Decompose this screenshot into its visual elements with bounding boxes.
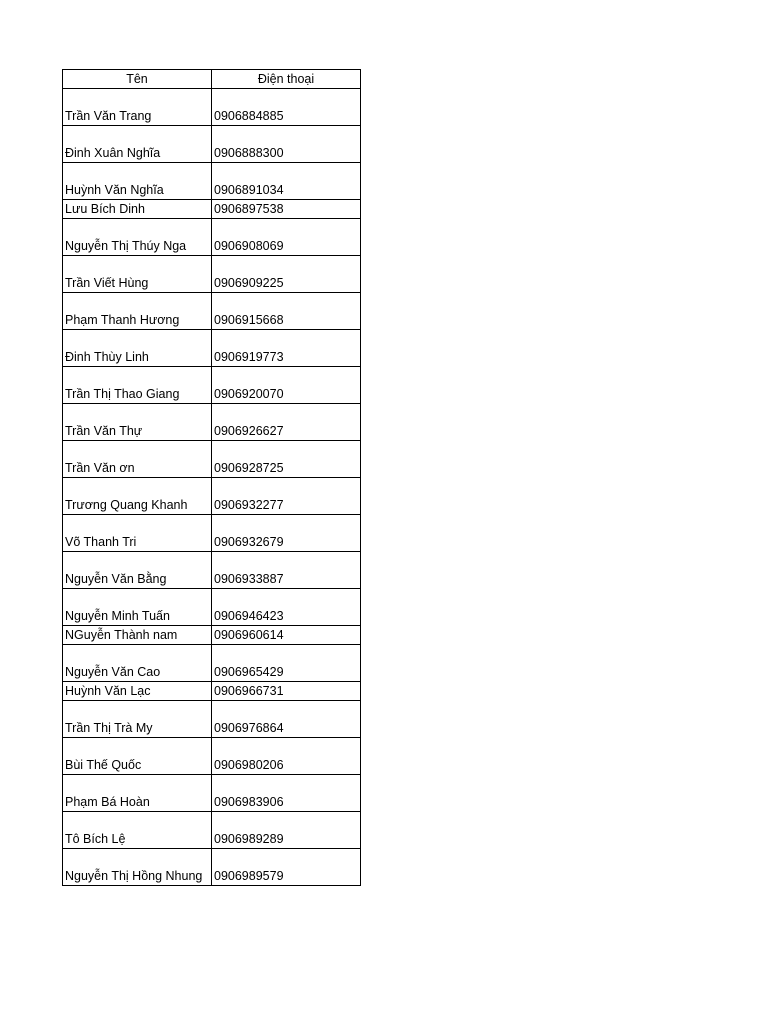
contact-name-cell: Lưu Bích Dinh [63, 200, 212, 219]
contact-name-cell: Nguyễn Thị Hồng Nhung [63, 849, 212, 886]
contact-phone-cell: 0906915668 [212, 293, 361, 330]
contact-phone-cell: 0906946423 [212, 589, 361, 626]
contact-name-cell: NGuyễn Thành nam [63, 626, 212, 645]
contact-phone-cell: 0906960614 [212, 626, 361, 645]
table-row [63, 163, 361, 200]
table-row [63, 330, 361, 367]
contact-name-cell: Tô Bích Lệ [63, 812, 212, 849]
table-row [63, 812, 361, 849]
contact-phone-cell: 0906920070 [212, 367, 361, 404]
contact-rows [63, 89, 361, 886]
contact-name-cell: Trần Văn Trang [63, 89, 212, 126]
contact-name-cell: Võ Thanh Tri [63, 515, 212, 552]
contact-name-cell: Nguyễn Thị Thúy Nga [63, 219, 212, 256]
contact-name-cell: Đinh Xuân Nghĩa [63, 126, 212, 163]
contact-phone-cell: 0906932679 [212, 515, 361, 552]
contact-phone-cell: 0906980206 [212, 738, 361, 775]
contact-phone-cell: 0906897538 [212, 200, 361, 219]
contact-name-cell: Trần Thị Thao Giang [63, 367, 212, 404]
contact-name-cell: Trần Viết Hùng [63, 256, 212, 293]
contact-name-cell: Nguyễn Minh Tuấn [63, 589, 212, 626]
contact-name-cell: Trần Văn Thự [63, 404, 212, 441]
contact-phone-cell: 0906888300 [212, 126, 361, 163]
table-row [63, 441, 361, 478]
contact-name-cell: Trần Thị Trà My [63, 701, 212, 738]
contact-table [62, 69, 361, 886]
table-row [63, 89, 361, 126]
table-row [63, 738, 361, 775]
table-row [63, 256, 361, 293]
contact-phone-cell: 0906933887 [212, 552, 361, 589]
contact-name-cell: Trương Quang Khanh [63, 478, 212, 515]
table-row [63, 682, 361, 701]
contact-name-cell: Nguyễn Văn Cao [63, 645, 212, 682]
contact-phone-cell: 0906926627 [212, 404, 361, 441]
contact-phone-cell: 0906932277 [212, 478, 361, 515]
table-row [63, 367, 361, 404]
table-row [63, 200, 361, 219]
contact-name-cell: Đinh Thùy Linh [63, 330, 212, 367]
contact-phone-cell: 0906983906 [212, 775, 361, 812]
phone-column-header: Điện thoại [212, 70, 361, 89]
contact-name-cell: Huỳnh Văn Nghĩa [63, 163, 212, 200]
table-row [63, 404, 361, 441]
table-row [63, 515, 361, 552]
contact-phone-cell: 0906908069 [212, 219, 361, 256]
table-row [63, 626, 361, 645]
contact-phone-cell: 0906966731 [212, 682, 361, 701]
contact-name-cell: Trần Văn ơn [63, 441, 212, 478]
contact-phone-cell: 0906919773 [212, 330, 361, 367]
name-column-header: Tên [63, 70, 212, 89]
contact-phone-cell: 0906909225 [212, 256, 361, 293]
table-row [63, 552, 361, 589]
contact-phone-cell: 0906989579 [212, 849, 361, 886]
contact-name-cell: Phạm Thanh Hương [63, 293, 212, 330]
table-row [63, 701, 361, 738]
table-row [63, 293, 361, 330]
contact-phone-cell: 0906884885 [212, 89, 361, 126]
table-row [63, 219, 361, 256]
header-row [63, 70, 361, 89]
contact-sheet [62, 69, 361, 886]
table-row [63, 775, 361, 812]
contact-phone-cell: 0906965429 [212, 645, 361, 682]
contact-phone-cell: 0906989289 [212, 812, 361, 849]
contact-name-cell: Huỳnh Văn Lạc [63, 682, 212, 701]
table-row [63, 589, 361, 626]
table-row [63, 645, 361, 682]
table-row [63, 849, 361, 886]
contact-name-cell: Phạm Bá Hoàn [63, 775, 212, 812]
contact-phone-cell: 0906928725 [212, 441, 361, 478]
contact-name-cell: Bùi Thế Quốc [63, 738, 212, 775]
table-row [63, 478, 361, 515]
table-row [63, 126, 361, 163]
contact-name-cell: Nguyễn Văn Bằng [63, 552, 212, 589]
contact-phone-cell: 0906891034 [212, 163, 361, 200]
contact-phone-cell: 0906976864 [212, 701, 361, 738]
